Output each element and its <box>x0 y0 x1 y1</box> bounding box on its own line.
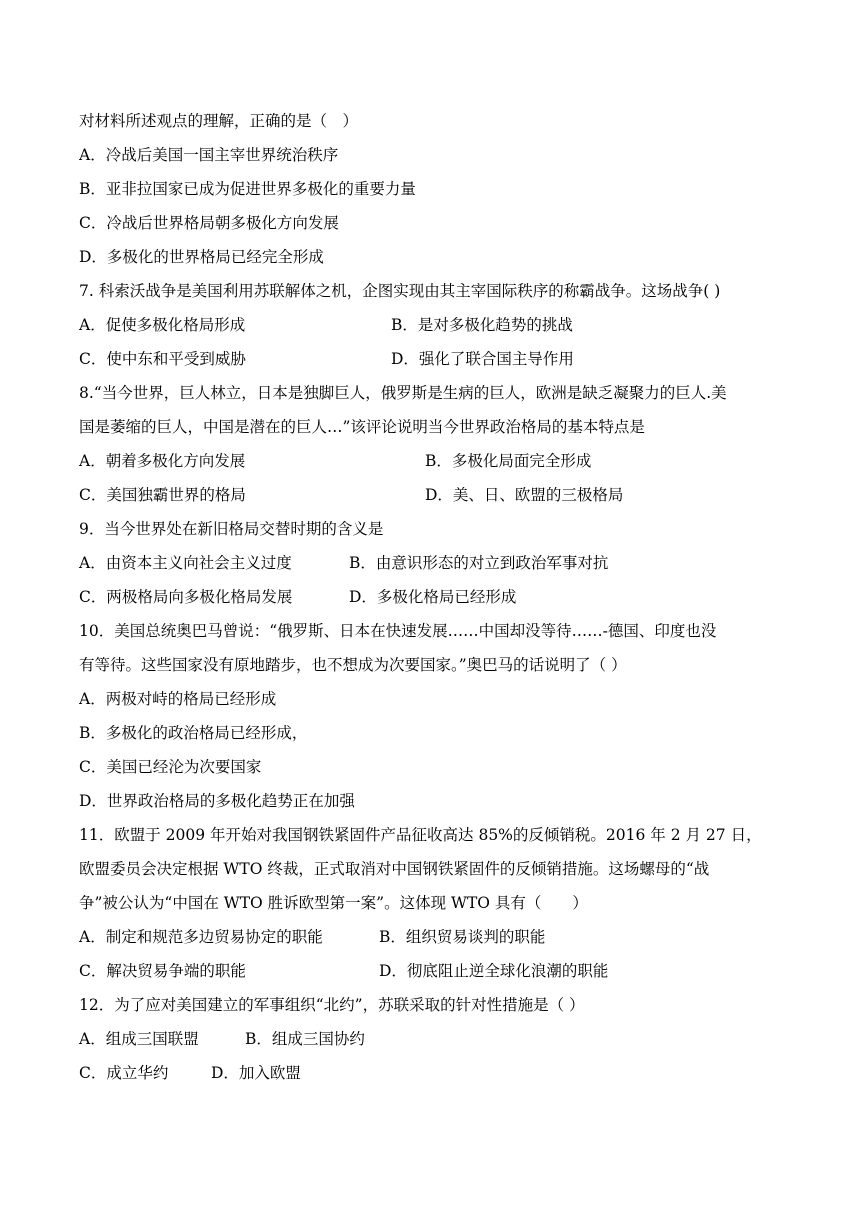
option-a: A．朝着多极化方向发展 <box>79 452 246 470</box>
question-stem-continuation: 对材料所述观点的理解，正确的是（ ） <box>79 112 359 130</box>
option-d: D．多极化的世界格局已经完全形成 <box>79 248 324 266</box>
option-d: D．多极化格局已经形成 <box>349 588 517 606</box>
question-10-stem-continuation: 有等待。这些国家没有原地踏步，也不想成为次要国家。”奥巴马的话说明了（ ） <box>79 656 627 674</box>
question-11-stem-continuation: 欧盟委员会决定根据 WTO 终裁，正式取消对中国钢铁紧固件的反倾销措施。这场螺母的“战 <box>79 860 710 878</box>
question-9-options-row-2 <box>79 580 785 614</box>
option-b: B．由意识形态的对立到政治军事对抗 <box>349 554 609 572</box>
option-c: C．成立华约 <box>79 1064 169 1082</box>
option-c: C．解决贸易争端的职能 <box>79 962 246 980</box>
option-c: C．美国已经沦为次要国家 <box>79 758 262 776</box>
option-c: C．美国独霸世界的格局 <box>79 486 246 504</box>
option-d: D．加入欧盟 <box>211 1064 301 1082</box>
question-9-stem: 9．当今世界处在新旧格局交替时期的含义是 <box>79 520 384 538</box>
question-7-options-row-2 <box>79 342 785 376</box>
option-c: C．两极格局向多极化格局发展 <box>79 588 293 606</box>
question-8-options-row-2 <box>79 478 785 512</box>
option-d: D．美、日、欧盟的三极格局 <box>425 486 624 504</box>
option-c: C．冷战后世界格局朝多极化方向发展 <box>79 214 339 232</box>
question-12-stem: 12．为了应对美国建立的军事组织“北约”，苏联采取的针对性措施是（ ） <box>79 996 585 1014</box>
question-7-stem: 7. 科索沃战争是美国利用苏联解体之机，企图实现由其主宰国际秩序的称霸战争。这场战争( ) <box>79 282 721 300</box>
option-b: B．多极化局面完全形成 <box>425 452 592 470</box>
question-11-stem-continuation: 争”被公认为“中国在 WTO 胜诉欧型第一案”。这体现 WTO 具有（ ） <box>79 894 588 912</box>
question-7-options-row-1 <box>79 308 785 342</box>
option-b: B．是对多极化趋势的挑战 <box>391 316 573 334</box>
option-a: A．由资本主义向社会主义过度 <box>79 554 292 572</box>
option-b: B．组织贸易谈判的职能 <box>379 928 546 946</box>
question-8-stem-continuation: 国是萎缩的巨人，中国是潜在的巨人…”该评论说明当今世界政治格局的基本特点是 <box>79 418 645 436</box>
option-d: D．强化了联合国主导作用 <box>391 350 574 368</box>
question-8-stem: 8.“当今世界，巨人林立，日本是独脚巨人，俄罗斯是生病的巨人，欧洲是缺乏凝聚力的巨人.美 <box>79 384 727 402</box>
option-b: B．亚非拉国家已成为促进世界多极化的重要力量 <box>79 180 416 198</box>
question-11-options-row-1 <box>79 920 785 954</box>
option-a: A．促使多极化格局形成 <box>79 316 246 334</box>
option-a: A．制定和规范多边贸易协定的职能 <box>79 928 323 946</box>
question-9-options-row-1 <box>79 546 785 580</box>
option-a: A．冷战后美国一国主宰世界统治秩序 <box>79 146 339 164</box>
option-a: A．两极对峙的格局已经形成 <box>79 690 277 708</box>
question-12-options-row-2 <box>79 1056 785 1090</box>
option-b: B．多极化的政治格局已经形成， <box>79 724 308 742</box>
option-d: D．彻底阻止逆全球化浪潮的职能 <box>379 962 609 980</box>
option-c: C．使中东和平受到威胁 <box>79 350 246 368</box>
option-b: B．组成三国协约 <box>245 1030 365 1048</box>
question-11-options-row-2 <box>79 954 785 988</box>
question-text-block <box>79 104 785 1090</box>
question-12-options-row-1 <box>79 1022 785 1056</box>
question-11-stem: 11．欧盟于 2009 年开始对我国钢铁紧固件产品征收高达 85%的反倾销税。2016 年 2 月 27 日， <box>79 826 762 844</box>
question-10-stem: 10．美国总统奥巴马曾说：“俄罗斯、日本在快速发展……中国却没等待……-德国、印度也没 <box>79 622 717 640</box>
question-8-options-row-1 <box>79 444 785 478</box>
option-d: D．世界政治格局的多极化趋势正在加强 <box>79 792 355 810</box>
option-a: A．组成三国联盟 <box>79 1030 199 1048</box>
